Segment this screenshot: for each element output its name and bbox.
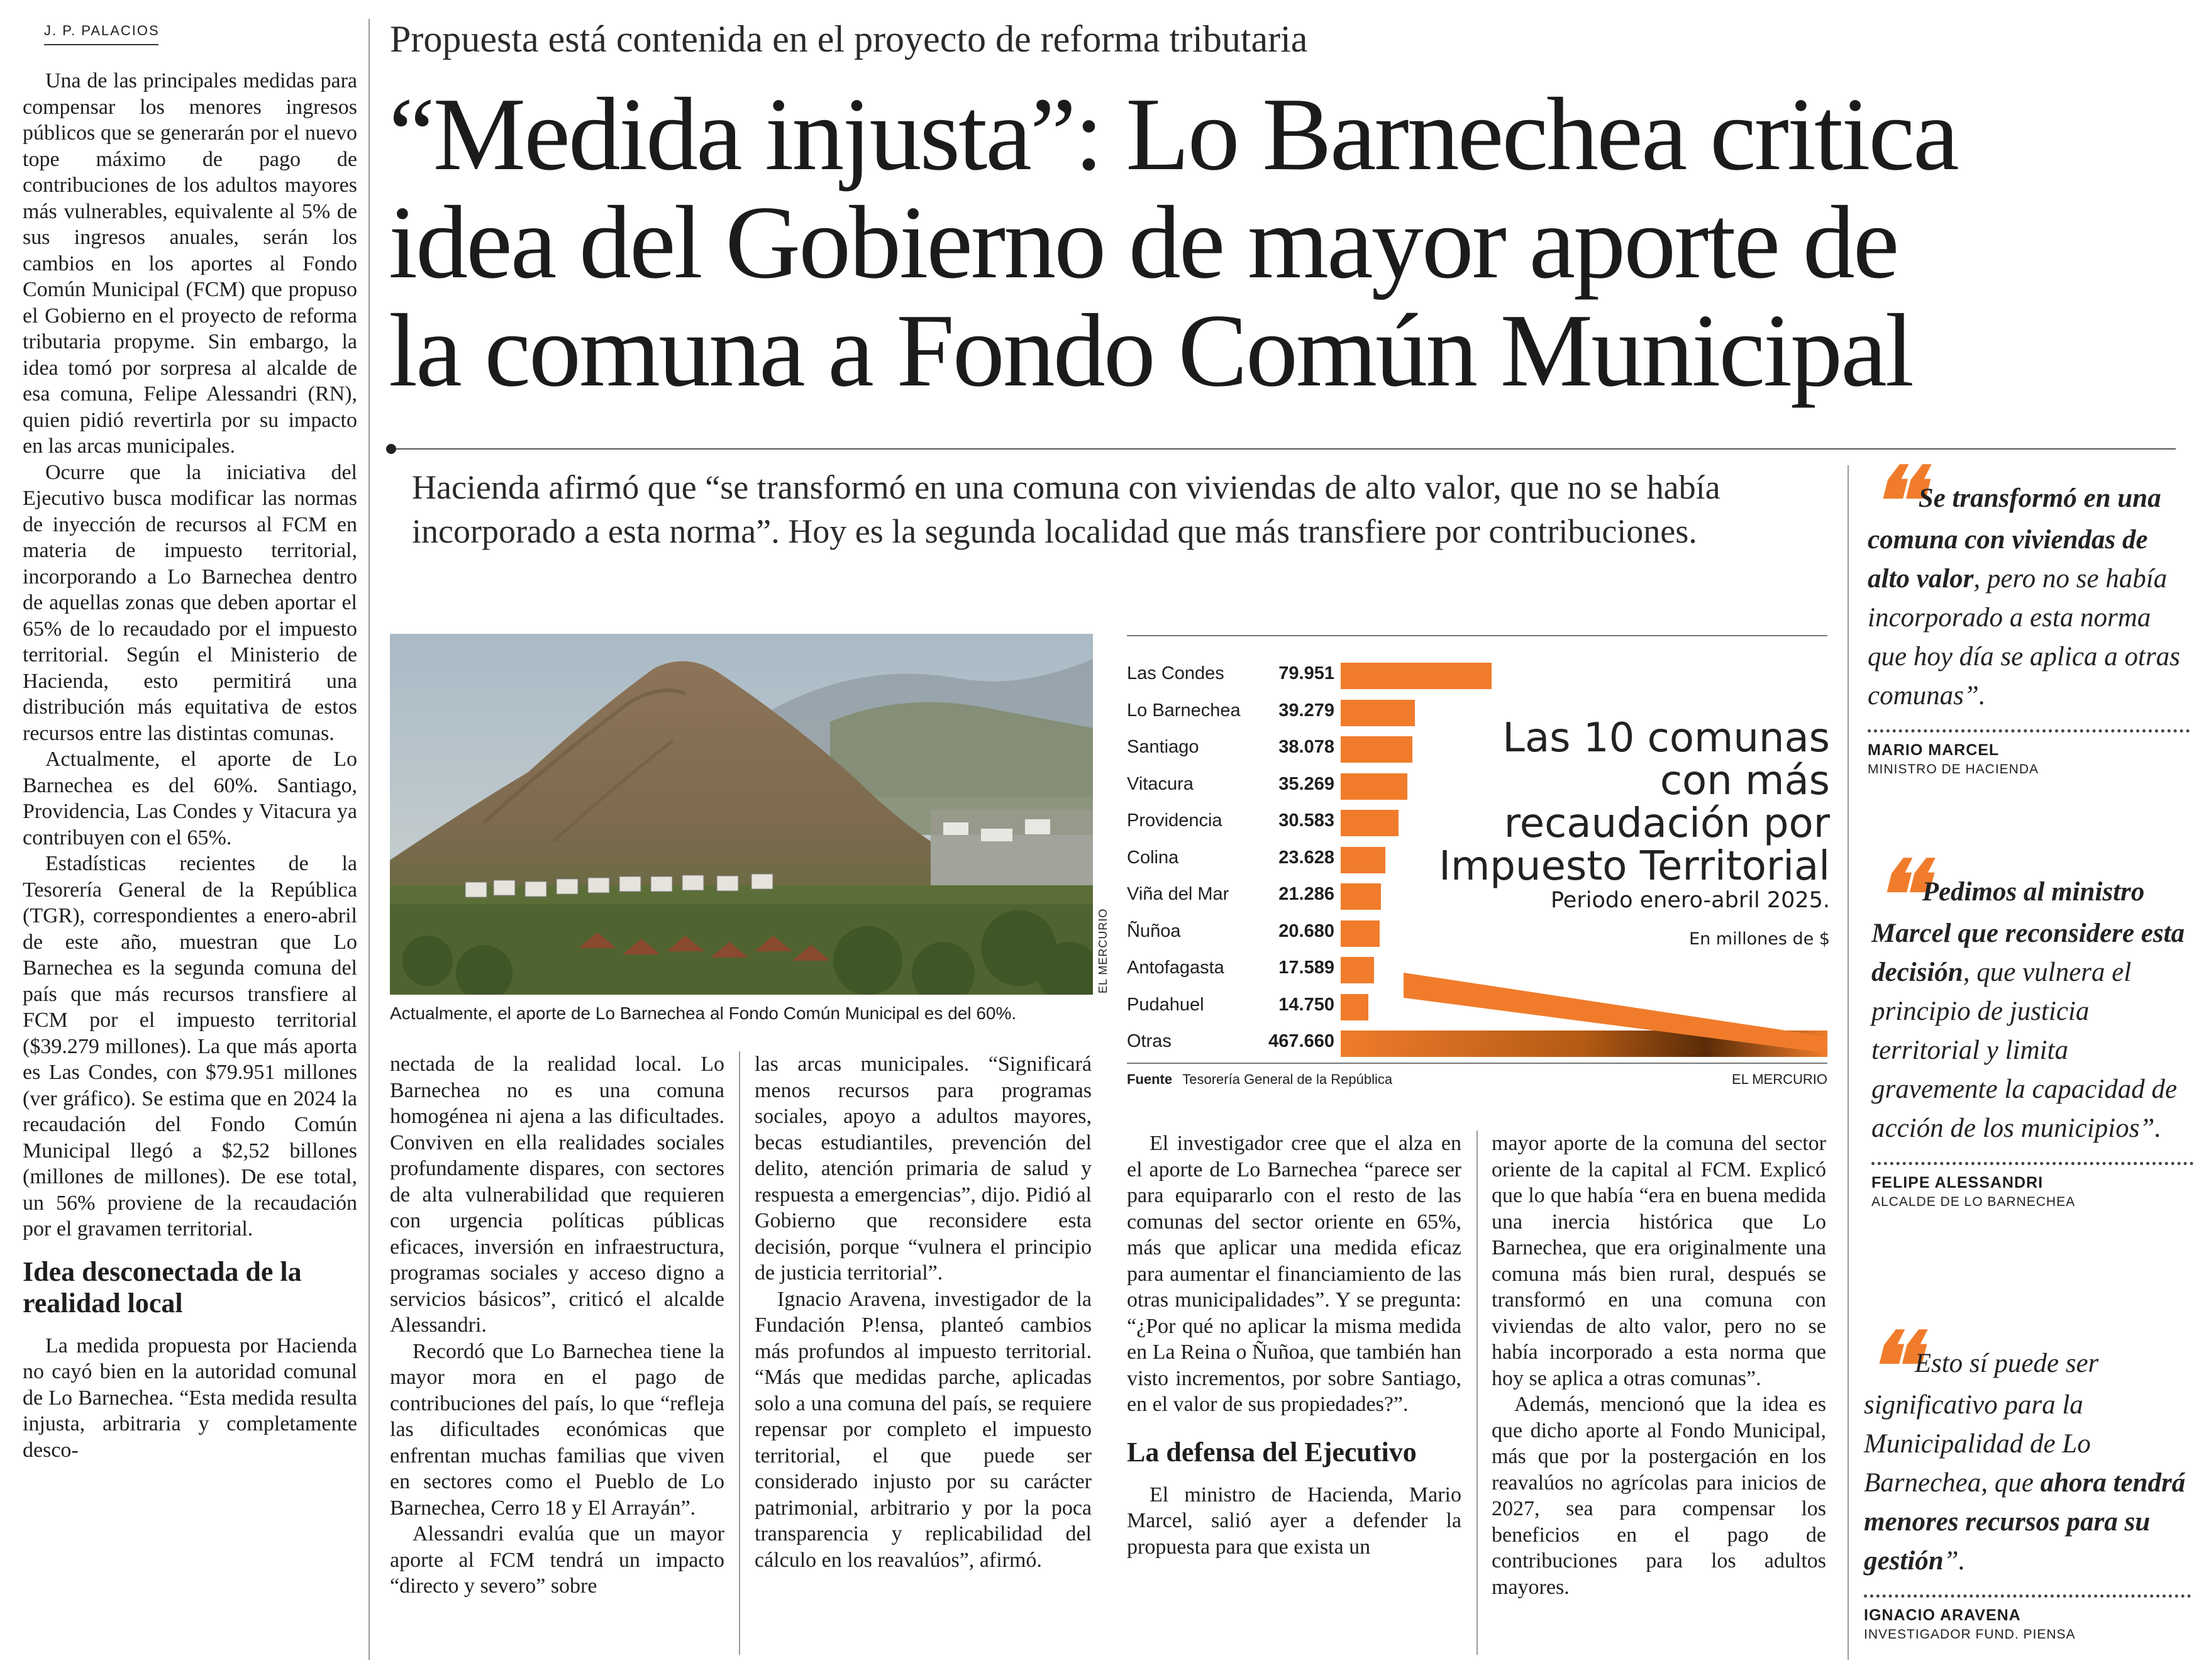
mountain-photo xyxy=(390,634,1093,995)
chart-value-label: 467.660 xyxy=(1268,1031,1334,1051)
chart-category-label: Santiago xyxy=(1127,737,1199,757)
quote-block-3 xyxy=(1864,1312,2197,1642)
headline-line-1: “Medida injusta”: Lo Barnechea critica xyxy=(389,76,1958,192)
chart-value-label: 79.951 xyxy=(1278,663,1334,683)
quote-3-text xyxy=(1864,1312,2197,1581)
chart-category-label: Antofagasta xyxy=(1127,958,1224,978)
col2-paragraph-1: nectada de la realidad local. Lo Barnechea no es una comuna homogénea ni ajena a las dificultades. Conviven en ella realidades sociales profundamente dispares, con sectores de alta vulnerabilidad que requieren con urgencia políticas públicas eficaces, inversión en infraestructura, programas sociales y acceso digno a servicios básicos”, criticó el alcalde Alessandri. xyxy=(390,1053,724,1337)
col5-paragraph-1: mayor aporte de la comuna del sector oriente de la capital al FCM. Explicó que lo que había “era en buena medida una inercia histórica que Lo Barnechea, que era originalmente una comuna más bien rural, después se transformó en una comuna con viviendas de alto valor, pero no se había incorporado a esta norma que hoy se aplica a otras comunas”. xyxy=(1492,1132,1826,1390)
quote-1-role: MINISTRO DE HACIENDA xyxy=(1868,762,2039,776)
headline-line-2: idea del Gobierno de mayor aporte de xyxy=(389,184,1898,300)
quote-3-pre: Esto sí puede ser significativo para la Municipalidad de Lo Barnechea, que xyxy=(1864,1349,2099,1498)
chart-category-label: Colina xyxy=(1127,847,1179,868)
quote-2-role: ALCALDE DE LO BARNECHEA xyxy=(1871,1195,2076,1209)
chart-value-label: 39.279 xyxy=(1278,700,1334,721)
quote-1-rest: , pero no se había incorporado a esta norma que hoy día se aplica a otras comunas”. xyxy=(1868,564,2180,710)
quote-mark-icon: ❛❛ xyxy=(1868,446,1914,557)
column-divider-2 xyxy=(739,1051,740,1655)
col1-paragraph-4: Estadísticas recientes de la Tesorería General de la República (TGR), correspondientes a enero-abril de este año, muestran que Lo Barnechea es la segunda comuna del país que más recursos transfiere al FCM por el impuesto territorial ($39.279 millones). La que más aporta es Las Condes, con $79.951 millones (ver gráfico). Se estima que en 2024 la recaudación del Fondo Común Municipal llegó a $2,52 billones (millones de millones). De ese total, un 56% proviene de la recaudación por el gravamen territorial. xyxy=(23,852,357,1241)
quote-mark-icon: ❛❛ xyxy=(1871,840,1917,951)
col1-paragraph-2: Ocurre que la iniciativa del Ejecutivo busca modificar las normas de inyección de recursos al FCM en materia de impuesto territorial, incorporando a Lo Barnechea dentro de aquellas zonas que deben aportar el 65% de lo recaudado por el impuesto territorial. Según el Ministerio de Hacienda, esto permitirá una distribución más equitativa de estos recursos entre las distintas comunas. xyxy=(23,460,357,745)
chart-value-label: 20.680 xyxy=(1278,920,1334,941)
chart-category-label: Lo Barnechea xyxy=(1127,700,1241,721)
quote-block-1 xyxy=(1868,446,2195,777)
headline-line-3: la comuna a Fondo Común Municipal xyxy=(389,292,1912,408)
column-divider-1 xyxy=(368,19,370,1660)
chart-value-label: 23.628 xyxy=(1278,847,1334,868)
col3-paragraph-2: Ignacio Aravena, investigador de la Fundación P!ensa, planteó cambios más profundos al impuesto territorial. “Más que medidas parche, aplicadas solo a una comuna del país, se requiere repensar por completo el impuesto territorial, el que puede ser considerado injusto por su carácter patrimonial, arbitrario y por la poca transparencia y replicabilidad del cálculo en los reavalúos”, afirmó. xyxy=(755,1287,1092,1572)
kicker: Propuesta está contenida en el proyecto de reforma tributaria xyxy=(390,18,1308,60)
col3-paragraph-1: las arcas municipales. “Significará menos recursos para programas sociales, apoyo a adultos mayores, becas estudiantiles, prevención del delito, atención primaria de salud y respuesta a emergencias”, dijo. Pidió al Gobierno que reconsidere esta decisión, porque “vulnera el principio de justicia territorial”. xyxy=(755,1053,1092,1285)
chart-subtitle: Periodo enero-abril 2025. xyxy=(1550,888,1830,913)
quote-2-divider xyxy=(1871,1162,2193,1165)
headline xyxy=(389,76,1958,408)
photo-credit: EL MERCURIO xyxy=(1097,908,1109,993)
quote-1-divider xyxy=(1868,729,2190,732)
chart-source-text: Tesorería General de la República xyxy=(1182,1071,1393,1087)
chart-category-label: Pudahuel xyxy=(1127,994,1204,1015)
quote-2-name: FELIPE ALESSANDRI xyxy=(1871,1174,2044,1191)
quote-3-rest: ”. xyxy=(1943,1546,1966,1576)
chart-value-label: 17.589 xyxy=(1278,958,1334,978)
chart-title: Las 10 comunas con más recaudación por Impuesto Territorial xyxy=(1439,715,1830,890)
headline-rule-dot xyxy=(386,444,396,454)
article-column-2 xyxy=(390,1051,724,1600)
chart-bottom-rule xyxy=(1127,1063,1827,1064)
quote-mark-icon: ❛❛ xyxy=(1864,1312,1910,1422)
chart-value-label: 14.750 xyxy=(1278,994,1334,1015)
chart-category-label: Las Condes xyxy=(1127,663,1224,683)
quote-2-bold: Pedimos al ministro Marcel que reconsidere esta decisión xyxy=(1871,877,2185,987)
col5-paragraph-2: Además, mencionó que la idea es que dicho aporte al Fondo Municipal, más que por la postergación en los reavalúos no agrícolas para inicios de 2027, sea para compensar los beneficios en el pago de contribuciones para los adultos mayores. xyxy=(1492,1393,1826,1599)
byline: J. P. PALACIOS xyxy=(44,23,160,38)
quote-1-name: MARIO MARCEL xyxy=(1868,741,2000,759)
chart-category-label: Otras xyxy=(1127,1031,1172,1051)
quote-3-name: IGNACIO ARAVENA xyxy=(1864,1606,2021,1624)
article-column-1 xyxy=(23,68,357,1463)
article-column-5 xyxy=(1492,1130,1826,1600)
byline-rule xyxy=(44,44,158,45)
quote-3-role: INVESTIGADOR FUND. PIENSA xyxy=(1864,1627,2076,1642)
col4-paragraph-1: El investigador cree que el alza en el aporte de Lo Barnechea “parece ser para equipararlo con el resto de las comunas del sector oriente en 65%, más que aplicar una medida eficaz para aumentar el financiamiento de las otras municipalidades”. Y se pregunta: “¿Por qué no aplicar la misma medida en La Reina o Ñuñoa, que también han visto incrementos, por sobre Santiago, en el valor de sus propiedades?”. xyxy=(1127,1132,1461,1416)
quote-1-text xyxy=(1868,446,2195,716)
chart-category-label: Ñuñoa xyxy=(1127,920,1181,941)
quote-2-text xyxy=(1871,840,2198,1148)
mountain-photo-illustration xyxy=(390,634,1093,995)
article-column-4 xyxy=(1127,1130,1461,1560)
col1-paragraph-3: Actualmente, el aporte de Lo Barnechea es del 60%. Santiago, Providencia, Las Condes y Vitacura ya contribuyen con el 65%. xyxy=(23,748,357,849)
deck: Hacienda afirmó que “se transformó en una comuna con viviendas de alto valor, que no se había incorporado a esta norma”. Hoy es la segunda localidad que más transfiere por contribuciones. xyxy=(412,468,1721,550)
col4-subheading: La defensa del Ejecutivo xyxy=(1127,1436,1417,1467)
col1-paragraph-1: Una de las principales medidas para compensar los menores ingresos públicos que se generarán por el nuevo tope máximo de pago de contribuciones de los adultos mayores más vulnerables, equivalente al 5% de sus ingresos anuales, serán los cambios en los aportes al Fondo Común Municipal (FCM) que propuso el Gobierno en el proyecto de reforma tributaria propyme. Sin embargo, la idea tomó por sorpresa al alcalde de esa comuna, Felipe Alessandri (RN), quien pidió revertirla por su impacto en las arcas municipales. xyxy=(23,69,357,458)
column-divider-3 xyxy=(1477,1130,1478,1655)
chart-value-label: 30.583 xyxy=(1278,810,1334,831)
col4-paragraph-2: El ministro de Hacienda, Mario Marcel, salió ayer a defender la propuesta para que exista un xyxy=(1127,1483,1461,1559)
chart-unit: En millones de $ xyxy=(1689,929,1830,949)
chart-value-label: 35.269 xyxy=(1278,773,1334,794)
quote-1-bold: Se transformó en una comuna con viviendas de alto valor xyxy=(1868,484,2161,594)
col2-paragraph-3: Alessandri evalúa que un mayor aporte al FCM tendrá un impacto “directo y severo” sobre xyxy=(390,1522,724,1598)
chart-source xyxy=(1127,1071,1392,1088)
col1-paragraph-5: La medida propuesta por Hacienda no cayó bien en la autoridad comunal de Lo Barnechea. “Esta medida resulta injusta, arbitraria y completamente desco- xyxy=(23,1334,357,1462)
column-divider-4 xyxy=(1848,465,1849,1660)
chart-credit: EL MERCURIO xyxy=(1732,1071,1827,1087)
col2-paragraph-2: Recordó que Lo Barnechea tiene la mayor mora en el pago de contribuciones del país, lo que “refleja las dificultades económicas que enfrentan muchas familias que viven en sectores como el Pueblo de Lo Barnechea, Cerro 18 y El Arrayán”. xyxy=(390,1339,724,1520)
chart-value-label: 21.286 xyxy=(1278,884,1334,904)
chart-category-label: Viña del Mar xyxy=(1127,884,1229,904)
chart-source-label: Fuente xyxy=(1127,1071,1173,1087)
quote-3-divider xyxy=(1864,1594,2191,1598)
quote-3-bold: ahora tendrá menores recursos para su gestión xyxy=(1864,1468,2186,1576)
chart-category-label: Vitacura xyxy=(1127,773,1194,794)
col1-subheading: Idea desconectada de la realidad local xyxy=(23,1256,302,1318)
photo-caption: Actualmente, el aporte de Lo Barnechea al Fondo Común Municipal es del 60%. xyxy=(390,1003,1017,1023)
article-column-3 xyxy=(755,1051,1092,1573)
chart-value-label: 38.078 xyxy=(1278,737,1334,757)
quote-block-2 xyxy=(1871,840,2198,1210)
chart-category-label: Providencia xyxy=(1127,810,1222,831)
quote-2-rest: , que vulnera el principio de justicia territorial y limita gravemente la capacidad de acción de los municipios”. xyxy=(1871,958,2177,1143)
